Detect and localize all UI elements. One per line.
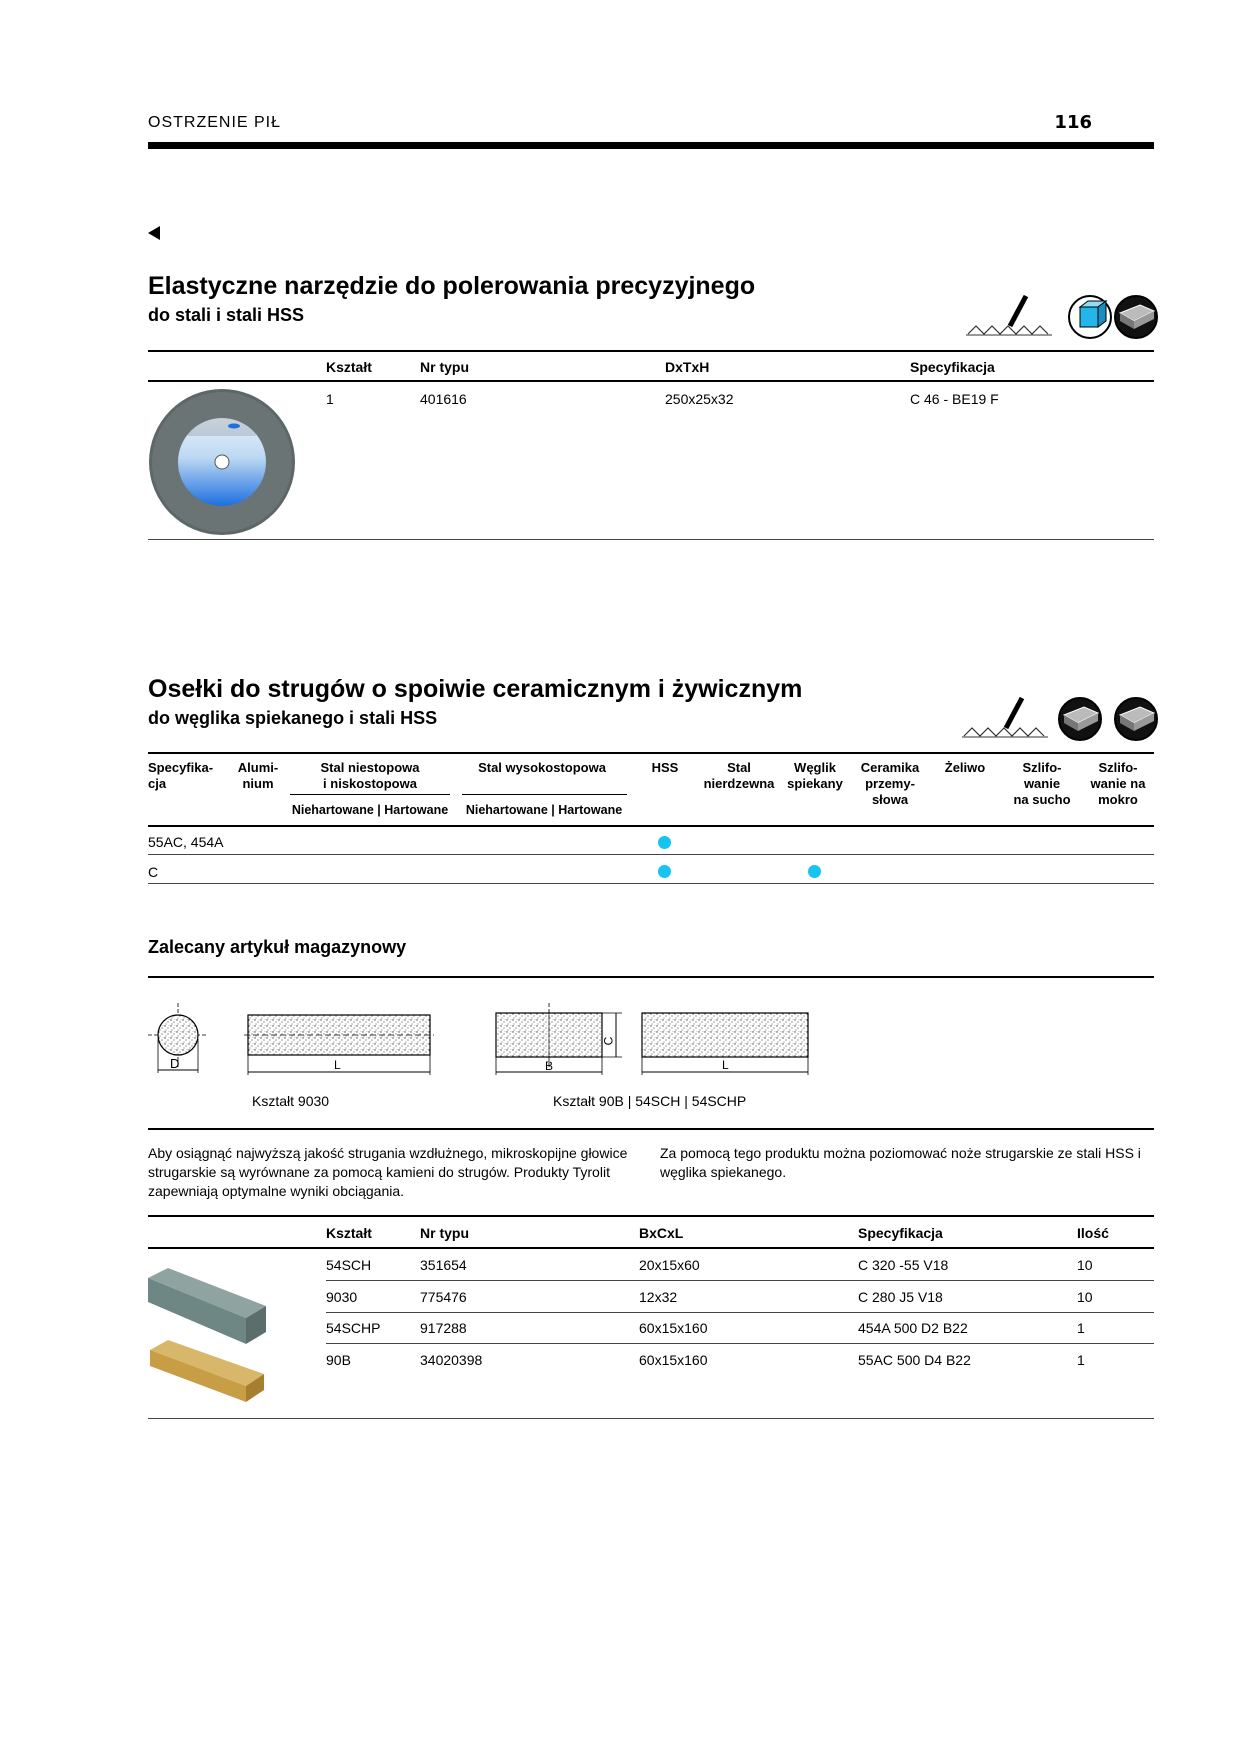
- col-header-specyfikacja: Specyfikacja: [910, 359, 995, 375]
- col-header-ksztalt: Kształt: [326, 1225, 372, 1241]
- product-table-header-rule: [148, 1247, 1154, 1249]
- app-table-top-rule: [148, 752, 1154, 754]
- table-cell: 55AC 500 D4 B22: [858, 1352, 971, 1368]
- back-arrow-icon[interactable]: [148, 226, 160, 240]
- caption-9030: Kształt 9030: [252, 1093, 330, 1109]
- dim-label-c: C: [601, 1036, 616, 1046]
- drawings-bottom-rule: [148, 1128, 1154, 1130]
- table-cell: 401616: [420, 391, 467, 407]
- dim-label-l: L: [722, 1058, 729, 1072]
- table-cell: C 280 J5 V18: [858, 1289, 943, 1305]
- col-header-specyfikacja: Specyfika- cja: [148, 760, 214, 791]
- table-row-rule: [326, 1312, 1154, 1313]
- table-cell: 1: [1077, 1352, 1085, 1368]
- hss-mark: [658, 865, 671, 878]
- col-header-nr-typu: Nr typu: [420, 359, 469, 375]
- table-cell: C 320 -55 V18: [858, 1257, 949, 1273]
- col-header-szlifowanie-sucho: Szlifo- wanie na sucho: [1013, 760, 1071, 807]
- grinding-stone-icon: [1114, 295, 1158, 339]
- header-rule: [148, 142, 1154, 149]
- table-cell: 54SCHP: [326, 1320, 381, 1336]
- table-row-rule: [326, 1343, 1154, 1344]
- subheader-nisk: Niehartowane | Hartowane: [291, 803, 449, 817]
- saw-blade-icon: [960, 694, 1052, 742]
- app-row-label: 55AC, 454A: [148, 834, 224, 850]
- table-cell: 60x15x160: [639, 1352, 708, 1368]
- grinding-stone-icon: [1058, 697, 1102, 741]
- col-header-ceramika: Ceramika przemy- słowa: [860, 760, 920, 807]
- table-cell: 60x15x160: [639, 1320, 708, 1336]
- grinding-wheel-image: [148, 388, 296, 536]
- caption-90b: Kształt 90B | 54SCH | 54SCHP: [553, 1093, 747, 1109]
- col-header-hss: HSS: [651, 760, 679, 775]
- steel-profile-icon: [1068, 295, 1112, 339]
- col-header-ksztalt: Kształt: [326, 359, 372, 375]
- hss-mark: [658, 836, 671, 849]
- app-table-header-rule: [148, 825, 1154, 827]
- table1-top-rule: [148, 350, 1154, 352]
- dim-label-b: B: [545, 1059, 554, 1073]
- dim-label-d: D: [170, 1056, 180, 1071]
- col-header-aluminium: Alumi- nium: [237, 760, 279, 791]
- table-cell: 775476: [420, 1289, 467, 1305]
- col-header-specyfikacja: Specyfikacja: [858, 1225, 943, 1241]
- header-title: OSTRZENIE PIŁ: [148, 114, 282, 131]
- col-header-dxtxh: DxTxH: [665, 359, 710, 375]
- table-cell: C 46 - BE19 F: [910, 391, 999, 407]
- table-cell: 54SCH: [326, 1257, 372, 1273]
- subheader-rule: [290, 794, 450, 795]
- table-cell: 1: [1077, 1320, 1085, 1336]
- col-header-stal-niestopowa: Stal niestopowa i niskostopowa: [320, 760, 420, 791]
- col-header-stal-wysokostopowa: Stal wysokostopowa: [478, 760, 606, 775]
- table-cell: 10: [1077, 1257, 1093, 1273]
- section2-title: Osełki do strugów o spoiwie ceramicznym i żywicznym: [148, 675, 803, 703]
- section2-subtitle: do węglika spiekanego i stali HSS: [148, 708, 438, 728]
- subheader-rule: [462, 794, 627, 795]
- product-table-top-rule: [148, 1215, 1154, 1217]
- saw-blade-icon: [964, 292, 1056, 340]
- grinding-stone-icon: [1114, 697, 1158, 741]
- table-cell: 1: [326, 391, 334, 407]
- section1-subtitle: do stali i stali HSS: [148, 305, 305, 325]
- subheader-wys: Niehartowane | Hartowane: [465, 803, 623, 817]
- page-number: 116: [1054, 112, 1092, 133]
- table-cell: 9030: [326, 1289, 358, 1305]
- col-header-zeliwo: Żeliwo: [944, 760, 986, 775]
- product-table-bottom-rule: [148, 1418, 1154, 1419]
- dim-label-l: L: [334, 1058, 341, 1072]
- col-header-szlifowanie-mokro: Szlifo- wanie na mokro: [1090, 760, 1146, 807]
- app-table-bottom-rule: [148, 883, 1154, 884]
- table-cell: 34020398: [420, 1352, 483, 1368]
- description-left: Aby osiągnąć najwyższą jakość strugania wzdłużnego, mikroskopijne głowice strugarskie są wyrównane za pomocą kamieni do strugów. Produkty Tyrolit zapewniają optymalne wyniki obciągania.: [148, 1145, 628, 1199]
- sharpening-stones-image: [146, 1262, 270, 1402]
- table-row-rule: [326, 1280, 1154, 1281]
- table-cell: 250x25x32: [665, 391, 734, 407]
- table-cell: 917288: [420, 1320, 467, 1336]
- table-cell: 90B: [326, 1352, 351, 1368]
- description-right: Za pomocą tego produktu można poziomować noże strugarskie ze stali HSS i węglika spiekanego.: [660, 1145, 1141, 1180]
- table-cell: 454A 500 D2 B22: [858, 1320, 968, 1336]
- section1-title: Elastyczne narzędzie do polerowania precyzyjnego: [148, 272, 756, 300]
- table-cell: 351654: [420, 1257, 467, 1273]
- technical-drawings: [140, 995, 820, 1085]
- col-header-bxcxl: BxCxL: [639, 1225, 684, 1241]
- table-cell: 10: [1077, 1289, 1093, 1305]
- recommended-rule: [148, 976, 1154, 978]
- recommended-title: Zalecany artykuł magazynowy: [148, 937, 407, 957]
- col-header-stal-nierdzewna: Stal nierdzewna: [703, 760, 775, 791]
- col-header-nr-typu: Nr typu: [420, 1225, 469, 1241]
- table1-bottom-rule: [148, 539, 1154, 540]
- table-cell: 20x15x60: [639, 1257, 700, 1273]
- app-row-rule: [148, 854, 1154, 855]
- app-row-label: C: [148, 864, 159, 880]
- weglik-mark: [808, 865, 821, 878]
- col-header-weglik: Węglik spiekany: [787, 760, 843, 791]
- col-header-ilosc: Ilość: [1077, 1225, 1109, 1241]
- table-cell: 12x32: [639, 1289, 678, 1305]
- table1-header-rule: [148, 380, 1154, 382]
